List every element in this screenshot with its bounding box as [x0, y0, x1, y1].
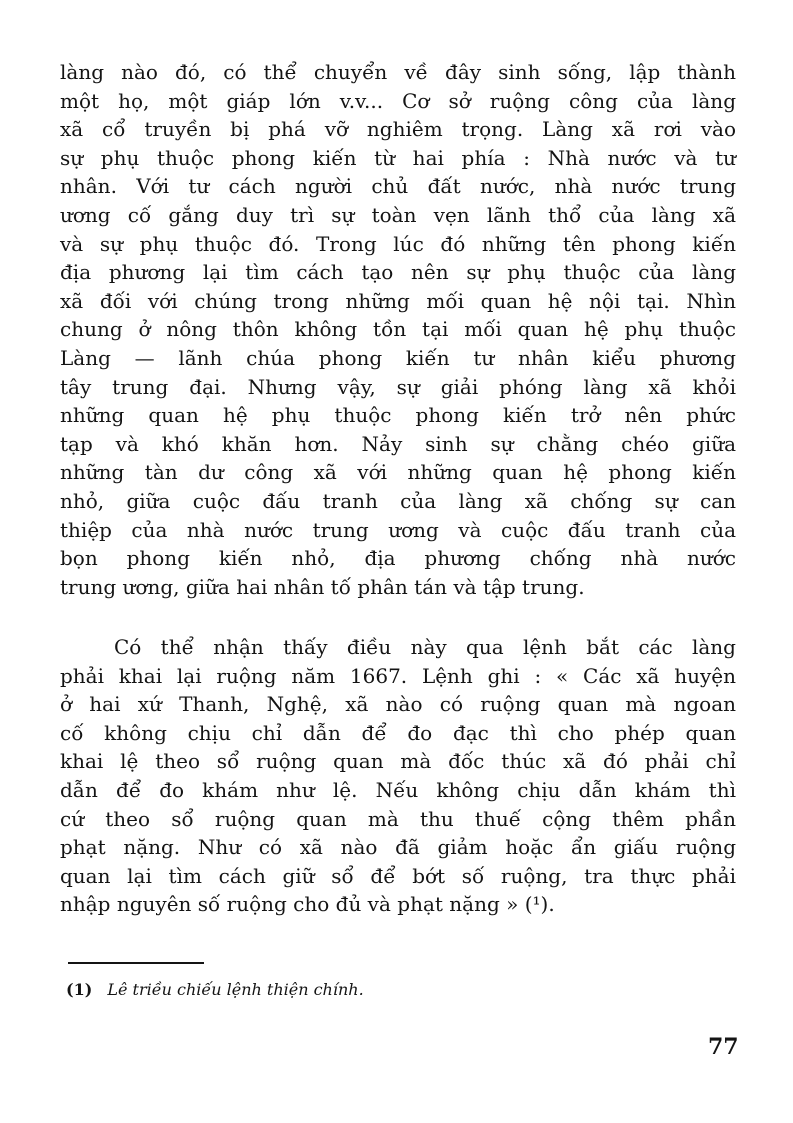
text-line: ở hai xứ Thanh, Nghệ, xã nào có ruộng quan mà ngoan	[60, 692, 736, 717]
footnote-text: Lê triều chiếu lệnh thiện chính.	[107, 980, 364, 999]
text-line: xã cổ truyền bị phá vỡ nghiêm trọng. Làng xã rơi vào	[60, 117, 736, 142]
text-line: phạt nặng. Như có xã nào đã giảm hoặc ẩn giấu ruộng	[60, 835, 736, 860]
paragraph-1	[60, 58, 736, 601]
footnote-number: (1)	[66, 980, 93, 999]
text-line: thiệp của nhà nước trung ương và cuộc đấu tranh của	[60, 517, 736, 542]
text-line: một họ, một giáp lớn v.v... Cơ sở ruộng công của làng	[60, 88, 736, 113]
text-line: cố không chịu chỉ dẫn để đo đạc thì cho phép quan	[60, 720, 736, 745]
text-line: những tàn dư công xã với những quan hệ phong kiến	[60, 460, 736, 485]
text-line: sự phụ thuộc phong kiến từ hai phía : Nhà nước và tư	[60, 145, 736, 170]
text-line: Có thể nhận thấy điều này qua lệnh bắt các làng	[114, 635, 736, 659]
text-line: xã đối với chúng trong những mối quan hệ nội tại. Nhìn	[60, 288, 736, 313]
text-line: và sự phụ thuộc đó. Trong lúc đó những tên phong kiến	[60, 231, 736, 256]
text-line: bọn phong kiến nhỏ, địa phương chống nhà nước	[60, 546, 736, 571]
footnote	[66, 980, 364, 999]
text-line: tạp và khó khăn hơn. Nảy sinh sự chằng chéo giữa	[60, 431, 736, 456]
text-line: quan lại tìm cách giữ sổ để bớt số ruộng, tra thực phải	[60, 863, 736, 888]
page-number: 77	[708, 1034, 739, 1060]
text-line: khai lệ theo sổ ruộng quan mà đốc thúc xã đó phải chỉ	[60, 749, 736, 774]
text-line: nhỏ, giữa cuộc đấu tranh của làng xã chống sự can	[60, 488, 736, 513]
paragraph-2	[60, 633, 736, 919]
text-line: dẫn để đo khám như lệ. Nếu không chịu dẫn khám thì	[60, 777, 736, 802]
text-line: ương cố gắng duy trì sự toàn vẹn lãnh thổ của làng xã	[60, 202, 736, 227]
footnote-divider	[68, 962, 204, 964]
text-line: cứ theo sổ ruộng quan mà thu thuế cộng thêm phần	[60, 806, 736, 831]
text-line: chung ở nông thôn không tồn tại mối quan hệ phụ thuộc	[60, 317, 736, 342]
text-line: nhập nguyên số ruộng cho đủ và phạt nặng » (¹).	[60, 892, 555, 917]
text-line: tây trung đại. Nhưng vậy, sự giải phóng làng xã khỏi	[60, 374, 736, 399]
text-line: trung ương, giữa hai nhân tố phân tán và tập trung.	[60, 574, 585, 599]
text-line: Làng — lãnh chúa phong kiến tư nhân kiểu phương	[60, 345, 736, 370]
text-line: phải khai lại ruộng năm 1667. Lệnh ghi : « Các xã huyện	[60, 663, 736, 688]
text-line: địa phương lại tìm cách tạo nên sự phụ thuộc của làng	[60, 260, 736, 285]
text-line: những quan hệ phụ thuộc phong kiến trở nên phức	[60, 403, 736, 428]
text-line: nhân. Với tư cách người chủ đất nước, nhà nước trung	[60, 174, 736, 199]
text-line: làng nào đó, có thể chuyển về đây sinh sống, lập thành	[60, 60, 736, 84]
